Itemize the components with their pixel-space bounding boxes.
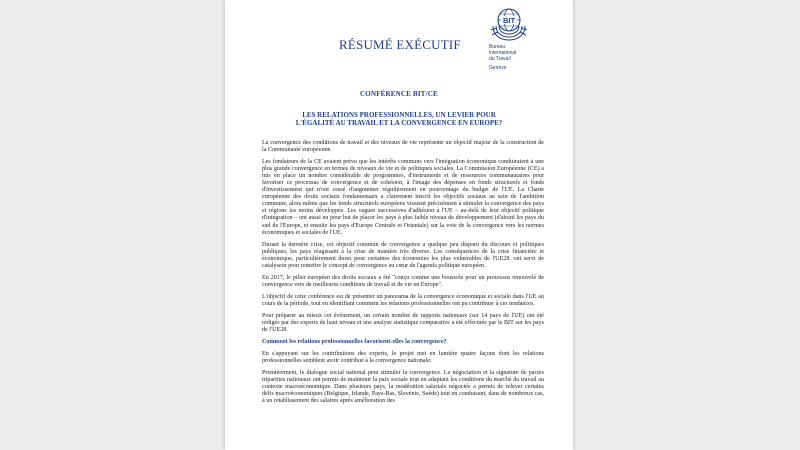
body-paragraph: Pour préparer au mieux cet événement, un certain nombre de rapports nationaux (sur 14 pays de l'UE) ont été rédigés par des experts de haut niveau et une analyse statistique comparative a été effectuée par le BIT sur les pays de l'UE28. bbox=[262, 312, 544, 334]
body-paragraph: L'objectif de cette conférence est de présenter un panorama de la convergence économique et sociale dans l'UE au cours de la période, tout en identifiant comment les relations professionnelles ont pu contribuer à ces tendances. bbox=[262, 293, 544, 307]
logo-line: du Travail bbox=[489, 56, 511, 62]
logo-line: Bureau bbox=[489, 44, 506, 50]
logo-mark: BIT bbox=[502, 16, 516, 25]
heading-line: L'ÉGALITÉ AU TRAVAIL ET LA CONVERGENCE EN EUROPE? bbox=[295, 119, 503, 127]
document-heading bbox=[245, 111, 553, 127]
page-title: RÉSUMÉ EXÉCUTIF bbox=[339, 37, 461, 52]
logo-city: Genève bbox=[489, 65, 507, 71]
logo-caption bbox=[489, 44, 549, 71]
body-paragraph: La convergence des conditions de travail et des niveaux de vie représente un objectif majeur de la construction de la Communauté européenne. bbox=[262, 140, 544, 154]
globe-logo-icon bbox=[489, 8, 529, 42]
body-paragraph: Les fondateurs de la CE avaient prévu que les intérêts communs vers l'intégration économique conduiraient à une plus grande convergence en termes de niveaux de vie et de politiques sociales. La Commission Européenne (CE) a mis en place un nombre considérable de programmes, d'instruments et de ressources communautaires pour favoriser ce processus de convergence et de cohésion, à l'image des dépenses en fonds structurels et fonds d'investissement qui n'ont cessé d'augmenter régulièrement en pourcentage du budget de l'UE. La Charte européenne des droits sociaux fondamentaux a clairement inscrit les objectifs sociaux au sein de l'ambition commune, alors même que les fonds structurels européens visaient précisément à stimuler la convergence des pays et régions les moins développés. Les vagues successives d'adhésion à l'UE – au-delà de leur objectif politique d'intégration – ont aussi eu pour but de placer les pays à plus faible niveau de développement (d'abord les pays du sud de l'Europe, et ensuite les pays d'Europe Centrale et Orientale) sur la voie de la convergence vers les normes économiques et sociales de l'UE. bbox=[262, 159, 544, 236]
document-page bbox=[225, 0, 573, 450]
body-paragraph: Durant la dernière crise, cet objectif commun de convergence a quelque peu disparu du discours et politiques publiques, les pays réagissant à la crise de manière très diverse. Les conséquences de la crise financière et économique, particulièrement dures pour certaines des économies les plus vulnérables de l'UE28, ont servi de catalyseur pour remettre le concept de convergence au cœur de l'agenda politique européen. bbox=[262, 241, 544, 269]
ilo-logo bbox=[489, 8, 549, 71]
body-paragraph: En s'appuyant sur les contributions des experts, le projet met en lumière quatre façons dont les relations professionnelles semblent avoir contribué à la convergence nationale: bbox=[262, 351, 544, 365]
logo-line: international bbox=[489, 50, 517, 56]
conference-label: CONFÉRENCE BIT/CE bbox=[360, 90, 438, 98]
document-body bbox=[262, 140, 544, 411]
body-paragraph: En 2017, le pilier européen des droits sociaux a été "conçu comme une boussole pour un processus renouvelé de convergence vers de meilleures conditions de travail et de vie en Europe". bbox=[262, 274, 544, 288]
body-paragraph: Premièrement, le dialogue social national peut stimuler la convergence. La négociation et la signature de pactes tripartites nationaux ont permis de maintenir la paix sociale tout en adaptant les conditions du marché du travail au contexte macroéconomique. Dans plusieurs pays, la modération salariale négociée a permis de relever certains défis macroéconomiques (Belgique, Irlande, Pays-Bas, Slovénie, Suède) tout en conduisant, dans de nombreux cas, à un rétablissement des salaires après amélioration des bbox=[262, 370, 544, 405]
heading-line: LES RELATIONS PROFESSIONNELLES, UN LEVIER POUR bbox=[302, 111, 496, 119]
section-subheading: Comment les relations professionnelles favorisent-elles la convergence? bbox=[262, 339, 447, 346]
